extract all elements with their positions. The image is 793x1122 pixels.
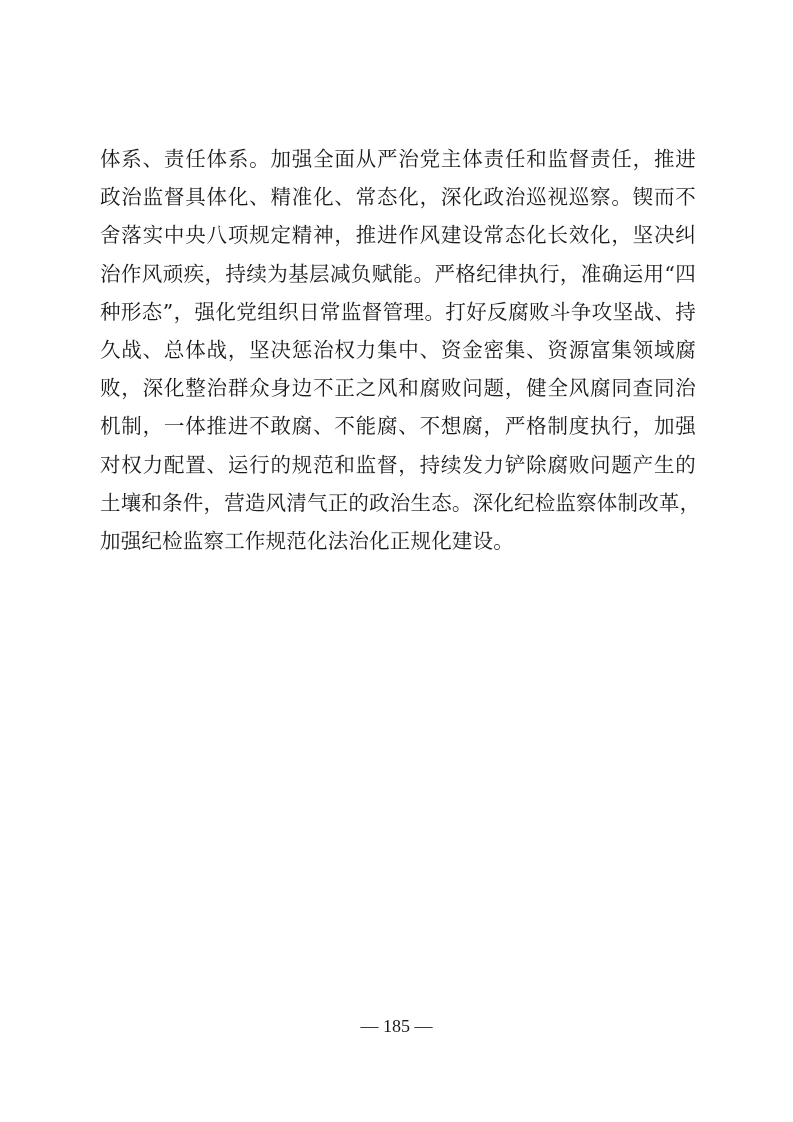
paragraph-line: 久战、总体战，坚决惩治权力集中、资金密集、资源富集领域腐	[100, 337, 696, 362]
paragraph-line: 败，深化整治群众身边不正之风和腐败问题，健全风腐同查同治	[100, 376, 696, 401]
paragraph-line: 机制，一体推进不敢腐、不能腐、不想腐，严格制度执行，加强	[100, 414, 696, 439]
paragraph-line: 种形态”，强化党组织日常监督管理。打好反腐败斗争攻坚战、持	[100, 299, 696, 324]
paragraph-line: 体系、责任体系。加强全面从严治党主体责任和监督责任，推进	[100, 147, 696, 171]
paragraph-line: 舍落实中央八项规定精神，推进作风建设常态化长效化，坚决纠	[100, 223, 696, 248]
paragraph-line: 治作风顽疾，持续为基层减负赋能。严格纪律执行，准确运用“四	[100, 261, 696, 286]
paragraph-line: 土壤和条件，营造风清气正的政治生态。深化纪检监察体制改革，	[100, 490, 701, 515]
paragraph-line: 加强纪检监察工作规范化法治化正规化建设。	[100, 528, 514, 553]
body-paragraph	[100, 140, 701, 560]
paragraph-line: 对权力配置、运行的规范和监督，持续发力铲除腐败问题产生的	[100, 452, 696, 477]
paragraph-line: 政治监督具体化、精准化、常态化，深化政治巡视巡察。锲而不	[100, 185, 696, 210]
page-number: — 185 —	[360, 1016, 433, 1036]
